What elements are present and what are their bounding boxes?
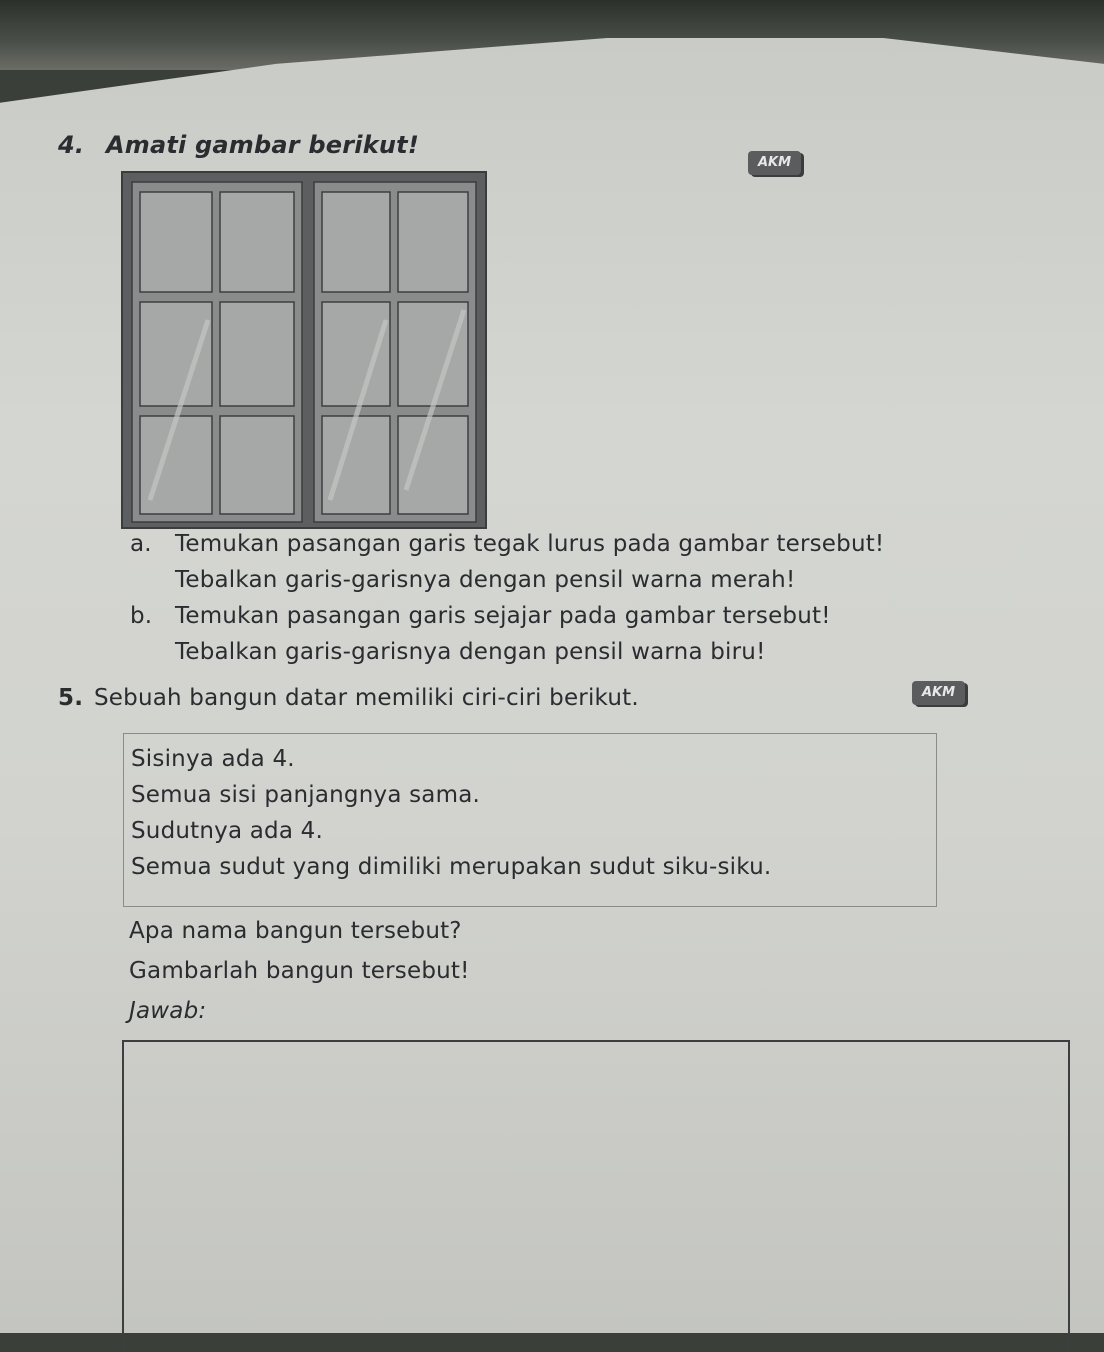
q5-question: Apa nama bangun tersebut? [129, 918, 462, 944]
q5-text: Sebuah bangun datar memiliki ciri-ciri berikut. [94, 685, 639, 711]
q4-item-a-line1: Temukan pasangan garis tegak lurus pada gambar tersebut! [175, 531, 885, 557]
window-pane [140, 302, 212, 406]
window-pane [398, 302, 468, 406]
window-illustration [120, 170, 490, 532]
characteristic-item: Semua sudut yang dimiliki merupakan sudut siku-siku. [131, 854, 772, 880]
characteristic-item: Semua sisi panjangnya sama. [131, 782, 481, 808]
akm-badge-q4: AKM [748, 151, 801, 175]
window-pane [220, 192, 294, 292]
window-pane [322, 302, 390, 406]
window-pane [140, 192, 212, 292]
q4-item-b-line1: Temukan pasangan garis sejajar pada gambar tersebut! [175, 603, 831, 629]
q4-item-a-line2: Tebalkan garis-garisnya dengan pensil warna merah! [175, 567, 796, 593]
q4-heading: Amati gambar berikut! [106, 131, 419, 159]
q5-instruction: Gambarlah bangun tersebut! [129, 958, 470, 984]
window-pane [322, 192, 390, 292]
q4-item-b-label: b. [130, 603, 153, 629]
window-pane [220, 302, 294, 406]
window-pane [398, 192, 468, 292]
q4-item-a-label: a. [130, 531, 152, 557]
q4-item-b-line2: Tebalkan garis-garisnya dengan pensil warna biru! [175, 639, 766, 665]
q5-number: 5. [58, 685, 84, 711]
answer-label: Jawab: [129, 998, 207, 1024]
akm-badge-q5: AKM [912, 681, 965, 705]
characteristic-item: Sisinya ada 4. [131, 746, 295, 772]
characteristic-item: Sudutnya ada 4. [131, 818, 324, 844]
q4-number: 4. [58, 131, 85, 159]
answer-box[interactable] [122, 1040, 1070, 1352]
window-pane [220, 416, 294, 514]
window-pane [398, 416, 468, 514]
